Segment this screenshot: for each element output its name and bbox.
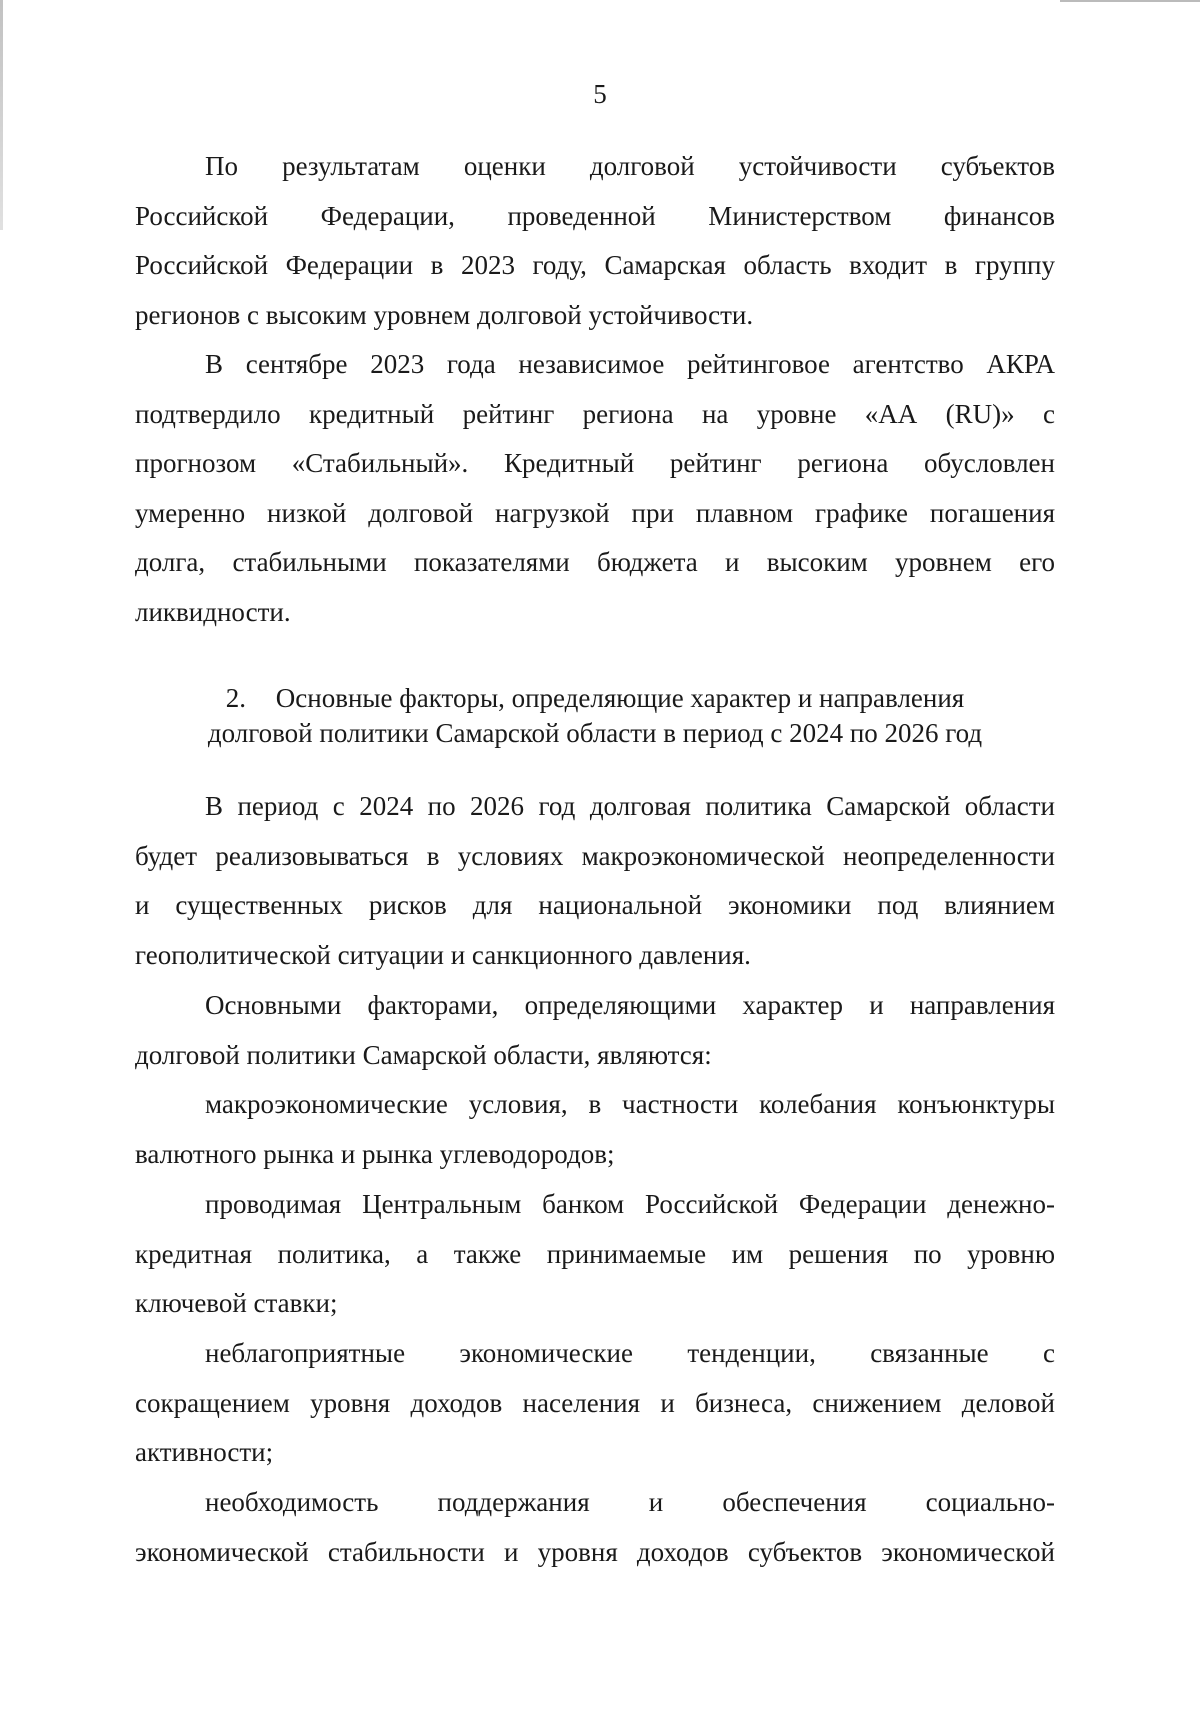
paragraph-policy-period <box>135 782 1055 980</box>
paragraph-factor-unfavorable-trends <box>135 1329 1055 1478</box>
scan-edge-mark <box>0 0 3 230</box>
paragraph-line: В сентябре 2023 года независимое рейтинговое агентство АКРА <box>205 349 1055 379</box>
paragraph-line: сокращением уровня доходов населения и бизнеса, снижением деловой <box>135 1387 1055 1418</box>
paragraph-line: геополитической ситуации и санкционного давления. <box>135 939 751 970</box>
section-heading-line <box>135 681 1055 716</box>
paragraph-line: долговой политики Самарской области, являются: <box>135 1039 712 1070</box>
paragraph-line: активности; <box>135 1437 274 1468</box>
scan-top-mark <box>1060 0 1200 2</box>
paragraph-line: макроэкономические условия, в частности колебания конъюнктуры <box>205 1089 1055 1119</box>
paragraph-line: проводимая Центральным банком Российской Федерации денежно- <box>205 1189 1055 1219</box>
paragraph-line: кредитная политика, а также принимаемые им решения по уровню <box>135 1238 1055 1269</box>
paragraph-line: и существенных рисков для национальной экономики под влиянием <box>135 890 1055 921</box>
page-number: 5 <box>593 79 607 109</box>
paragraph-line: экономической стабильности и уровня доходов субъектов экономической <box>135 1536 1055 1567</box>
paragraph-line: прогнозом «Стабильный». Кредитный рейтинг региона обусловлен <box>135 448 1055 479</box>
paragraph-line: ликвидности. <box>135 596 291 627</box>
paragraph-line: Российской Федерации, проведенной Министерством финансов <box>135 200 1055 231</box>
paragraph-factor-macroeconomic <box>135 1080 1055 1179</box>
paragraph-factor-central-bank <box>135 1180 1055 1329</box>
paragraph-line: Основными факторами, определяющими характер и направления <box>205 990 1055 1020</box>
paragraph-line: умеренно низкой долговой нагрузкой при плавном графике погашения <box>135 497 1055 528</box>
section-heading-line: долговой политики Самарской области в период с 2024 по 2026 год <box>207 718 983 748</box>
section-number: 2. <box>225 683 247 713</box>
paragraph-line: долга, стабильными показателями бюджета и высоким уровнем его <box>135 547 1055 578</box>
paragraph-line: неблагоприятные экономические тенденции, связанные с <box>205 1338 1055 1368</box>
paragraph-factor-social-stability <box>135 1478 1055 1577</box>
paragraph-line: валютного рынка и рынка углеводородов; <box>135 1138 615 1169</box>
paragraph-line: В период с 2024 по 2026 год долговая политика Самарской области <box>205 791 1055 821</box>
section-heading-title: Основные факторы, определяющие характер и направления <box>275 683 965 713</box>
paragraph-line: ключевой ставки; <box>135 1288 338 1319</box>
paragraph-line: подтвердило кредитный рейтинг региона на уровне «АА (RU)» с <box>135 398 1055 429</box>
paragraph-credit-rating <box>135 340 1055 638</box>
paragraph-line: регионов с высоким уровнем долговой устойчивости. <box>135 299 754 330</box>
paragraph-line: необходимость поддержания и обеспечения социально- <box>205 1487 1055 1517</box>
paragraph-line: Российской Федерации в 2023 году, Самарская область входит в группу <box>135 250 1055 281</box>
section-heading <box>135 681 1055 751</box>
paragraph-line: По результатам оценки долговой устойчивости субъектов <box>205 151 1055 181</box>
paragraph-main-factors <box>135 981 1055 1080</box>
paragraph-debt-sustainability <box>135 142 1055 340</box>
paragraph-line: будет реализовываться в условиях макроэкономической неопределенности <box>135 840 1055 871</box>
